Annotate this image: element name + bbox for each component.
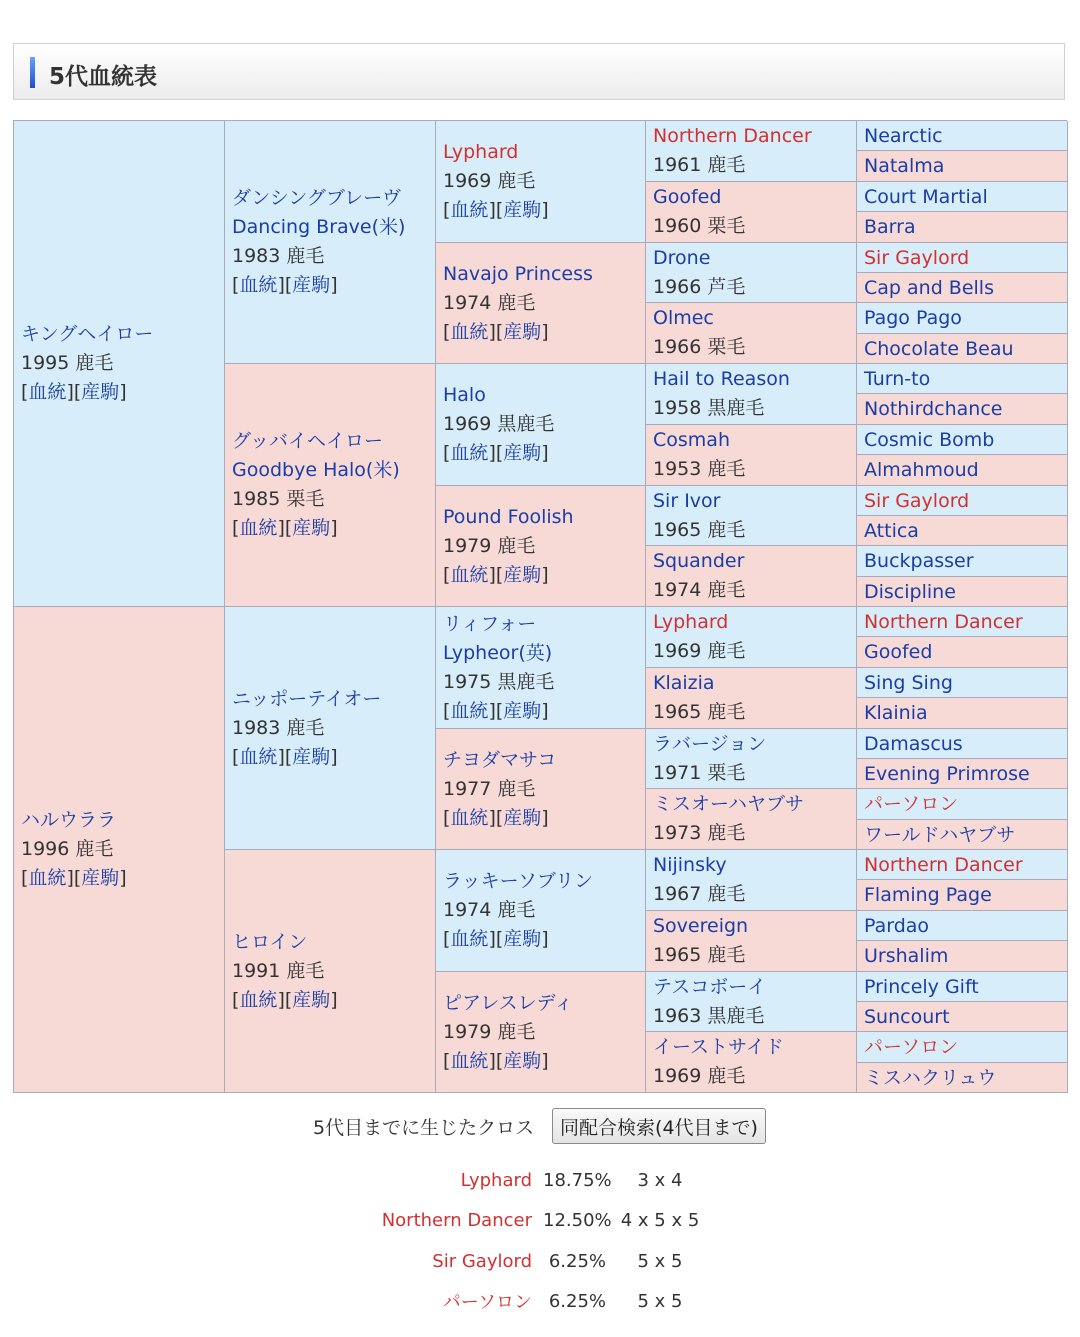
horse-year-color: 1967 鹿毛 xyxy=(653,883,746,905)
pedigree-cell-gen5 xyxy=(857,850,1068,880)
pedigree-cell-gen4 xyxy=(646,546,857,607)
horse-name-link[interactable]: Nothirdchance xyxy=(864,398,1003,420)
pedigree-cell-gen5 xyxy=(857,334,1068,364)
pedigree-cell-gen4 xyxy=(646,486,857,546)
cross-horse-link[interactable]: Sir Gaylord xyxy=(432,1250,532,1272)
horse-name-en-link[interactable]: Goodbye Halo(米) xyxy=(232,459,400,481)
cross-percentage: 18.75% xyxy=(543,1169,612,1191)
horse-year-color: 1995 鹿毛 xyxy=(21,352,114,374)
offspring-link[interactable]: 産駒 xyxy=(503,563,542,586)
pedigree-cell-gen5 xyxy=(857,789,1068,820)
offspring-link[interactable]: 産駒 xyxy=(503,806,542,829)
horse-year-color: 1979 鹿毛 xyxy=(443,534,536,557)
horse-name-link[interactable]: Lyphard xyxy=(443,141,519,163)
pedigree-link[interactable]: 血統 xyxy=(239,988,278,1011)
pedigree-cell-gen5 xyxy=(857,425,1068,455)
horse-name-en-link[interactable]: Lypheor(英) xyxy=(443,641,553,664)
horse-links: [血統][産駒] xyxy=(443,563,549,586)
pedigree-cell-gen5 xyxy=(857,486,1068,516)
horse-year-color: 1974 鹿毛 xyxy=(653,579,746,601)
cross-percentage: 12.50% xyxy=(543,1209,612,1231)
cross-generations: 3 x 4 xyxy=(637,1169,683,1191)
offspring-link[interactable]: 産駒 xyxy=(292,274,331,296)
offspring-link[interactable]: 産駒 xyxy=(292,517,331,539)
same-mating-search-button[interactable]: 同配合検索(4代目まで) xyxy=(552,1108,766,1144)
horse-name-link[interactable]: Natalma xyxy=(864,155,945,177)
pedigree-link[interactable]: 血統 xyxy=(450,563,489,586)
horse-name-link[interactable]: ワールドハヤブサ xyxy=(864,823,1016,846)
pedigree-link[interactable]: 血統 xyxy=(450,199,489,221)
section-header xyxy=(13,43,1065,100)
pedigree-cell-gen4 xyxy=(646,668,857,729)
pedigree-cell-gen5 xyxy=(857,577,1068,607)
pedigree-cell-gen5 xyxy=(857,637,1068,668)
horse-name-link[interactable]: Suncourt xyxy=(864,1005,950,1028)
pedigree-link[interactable]: 血統 xyxy=(450,1049,489,1072)
horse-name-link[interactable]: Almahmoud xyxy=(864,459,979,481)
horse-year-color: 1963 黒鹿毛 xyxy=(653,1004,765,1027)
pedigree-cell-gen5 xyxy=(857,151,1068,182)
horse-name-link[interactable]: Pardao xyxy=(864,914,930,937)
cross-label: 5代目までに生じたクロス xyxy=(313,1116,535,1139)
horse-links: [血統][産駒] xyxy=(443,928,549,950)
horse-name-link[interactable]: キングヘイロー xyxy=(21,323,154,345)
horse-year-color: 1969 鹿毛 xyxy=(443,170,536,192)
pedigree-cell-gen5 xyxy=(857,972,1068,1002)
pedigree-table xyxy=(13,120,1067,1093)
horse-name-link[interactable]: Discipline xyxy=(864,580,956,603)
pedigree-link[interactable]: 血統 xyxy=(450,699,489,722)
horse-name-link[interactable]: リィフォー xyxy=(443,612,537,635)
pedigree-cell-gen4 xyxy=(646,850,857,911)
horse-name-link[interactable]: チヨダマサコ xyxy=(443,748,557,771)
offspring-link[interactable]: 産駒 xyxy=(503,699,542,722)
pedigree-cell-gen5 xyxy=(857,759,1068,789)
horse-year-color: 1969 黒鹿毛 xyxy=(443,413,555,435)
horse-name-link[interactable]: ハルウララ xyxy=(21,809,117,831)
horse-name-link[interactable]: Cap and Bells xyxy=(864,276,994,299)
cross-row xyxy=(0,1165,1080,1195)
pedigree-cell-gen5 xyxy=(857,182,1068,212)
horse-year-color: 1966 芦毛 xyxy=(653,275,746,298)
horse-links: [血統][産駒] xyxy=(232,517,338,539)
horse-name-link[interactable]: Northern Dancer xyxy=(864,853,1023,876)
horse-name-link[interactable]: Navajo Princess xyxy=(443,262,593,285)
pedigree-cell-gen5 xyxy=(857,121,1068,151)
horse-year-color: 1965 鹿毛 xyxy=(653,944,746,966)
horse-name-link[interactable]: Sir Ivor xyxy=(653,489,721,512)
cross-generations: 5 x 5 xyxy=(637,1250,683,1272)
pedigree-cell-gen4 xyxy=(646,789,857,850)
pedigree-cell-gen5 xyxy=(857,1032,1068,1063)
horse-name-link[interactable]: Squander xyxy=(653,550,745,572)
horse-name-link[interactable]: ダンシングブレーヴ xyxy=(232,187,402,209)
pedigree-link[interactable]: 血統 xyxy=(450,442,489,464)
pedigree-cell-gen5 xyxy=(857,880,1068,911)
offspring-link[interactable]: 産駒 xyxy=(503,199,542,221)
horse-year-color: 1985 栗毛 xyxy=(232,488,325,510)
horse-links: [血統][産駒] xyxy=(232,274,338,296)
pedigree-cell-gen2 xyxy=(225,121,436,364)
horse-name-link[interactable]: ヒロイン xyxy=(232,930,308,953)
cross-header xyxy=(313,1108,534,1144)
horse-name-link[interactable]: Princely Gift xyxy=(864,975,979,998)
horse-name-link[interactable]: ミスハクリュウ xyxy=(864,1066,997,1089)
cross-percentage: 6.25% xyxy=(548,1290,606,1312)
horse-name-link[interactable]: Klainia xyxy=(864,702,928,724)
pedigree-cell-gen4 xyxy=(646,1032,857,1093)
horse-name-link[interactable]: グッバイヘイロー xyxy=(232,430,384,452)
pedigree-link[interactable]: 血統 xyxy=(239,517,278,539)
horse-year-color: 1961 鹿毛 xyxy=(653,154,746,176)
horse-name-link[interactable]: Nearctic xyxy=(864,124,943,147)
horse-year-color: 1973 鹿毛 xyxy=(653,822,746,844)
pedigree-cell-gen5 xyxy=(857,698,1068,729)
pedigree-link[interactable]: 血統 xyxy=(239,274,278,296)
offspring-link[interactable]: 産駒 xyxy=(81,381,120,403)
horse-year-color: 1966 栗毛 xyxy=(653,336,746,358)
horse-year-color: 1996 鹿毛 xyxy=(21,838,114,860)
horse-name-link[interactable]: Cosmah xyxy=(653,429,730,451)
horse-name-link[interactable]: Northern Dancer xyxy=(864,610,1023,633)
pedigree-link[interactable]: 血統 xyxy=(450,320,489,343)
horse-links: [血統][産駒] xyxy=(21,867,127,889)
horse-year-color: 1953 鹿毛 xyxy=(653,458,746,480)
horse-name-link[interactable]: パーソロン xyxy=(864,793,959,815)
cross-percentage: 6.25% xyxy=(548,1250,606,1272)
horse-year-color: 1983 鹿毛 xyxy=(232,245,325,267)
pedigree-cell-gen3 xyxy=(436,364,646,486)
pedigree-cell-gen3 xyxy=(436,607,646,729)
pedigree-cell-gen5 xyxy=(857,516,1068,546)
horse-year-color: 1974 鹿毛 xyxy=(443,291,536,314)
horse-name-link[interactable]: Sovereign xyxy=(653,915,749,937)
pedigree-cell-gen5 xyxy=(857,303,1068,334)
pedigree-link[interactable]: 血統 xyxy=(28,867,67,889)
horse-year-color: 1960 栗毛 xyxy=(653,215,746,237)
pedigree-cell-gen3 xyxy=(436,850,646,972)
pedigree-cell-gen3 xyxy=(436,243,646,364)
horse-year-color: 1958 黒鹿毛 xyxy=(653,397,765,419)
horse-name-link[interactable]: ピアレスレディ xyxy=(443,991,574,1014)
horse-year-color: 1965 鹿毛 xyxy=(653,518,746,541)
horse-name-link[interactable]: Halo xyxy=(443,384,486,406)
horse-year-color: 1971 栗毛 xyxy=(653,761,746,784)
pedigree-cell-gen2 xyxy=(225,850,436,1093)
cross-generations: 4 x 5 x 5 xyxy=(620,1209,700,1231)
pedigree-cell-gen4 xyxy=(646,121,857,182)
horse-year-color: 1965 鹿毛 xyxy=(653,701,746,723)
pedigree-link[interactable]: 血統 xyxy=(450,806,489,829)
horse-links: [血統][産駒] xyxy=(443,1049,549,1072)
horse-name-link[interactable]: Cosmic Bomb xyxy=(864,428,995,451)
horse-name-link[interactable]: Urshalim xyxy=(864,945,949,967)
pedigree-cell-gen5 xyxy=(857,1002,1068,1032)
pedigree-link[interactable]: 血統 xyxy=(239,745,278,768)
horse-name-link[interactable]: Chocolate Beau xyxy=(864,337,1014,360)
horse-year-color: 1969 鹿毛 xyxy=(653,1065,746,1087)
cross-horse-link[interactable]: Northern Dancer xyxy=(381,1209,532,1231)
pedigree-cell-gen4 xyxy=(646,607,857,668)
horse-name-link[interactable]: Nijinsky xyxy=(653,854,727,876)
offspring-link[interactable]: 産駒 xyxy=(503,1049,542,1072)
horse-name-link[interactable]: Hail to Reason xyxy=(653,368,790,390)
horse-name-link[interactable]: Buckpasser xyxy=(864,550,974,572)
pedigree-cell-gen3 xyxy=(436,486,646,607)
horse-name-link[interactable]: Pound Foolish xyxy=(443,505,574,528)
horse-links: [血統][産駒] xyxy=(232,988,338,1011)
pedigree-cell-gen4 xyxy=(646,182,857,243)
pedigree-cell-gen3 xyxy=(436,729,646,850)
horse-name-link[interactable]: ミスオーハヤブサ xyxy=(653,793,805,815)
pedigree-cell-gen3 xyxy=(436,121,646,243)
pedigree-cell-gen5 xyxy=(857,364,1068,394)
horse-name-link[interactable]: Sir Gaylord xyxy=(864,246,970,269)
offspring-link[interactable]: 産駒 xyxy=(503,320,542,343)
horse-name-link[interactable]: Goofed xyxy=(653,186,722,208)
horse-links: [血統][産駒] xyxy=(443,806,549,829)
cross-row xyxy=(0,1205,1080,1235)
horse-year-color: 1975 黒鹿毛 xyxy=(443,670,555,693)
horse-year-color: 1979 鹿毛 xyxy=(443,1020,536,1043)
horse-name-link[interactable]: Sir Gaylord xyxy=(864,489,970,512)
offspring-link[interactable]: 産駒 xyxy=(503,442,542,464)
horse-name-link[interactable]: Attica xyxy=(864,519,919,542)
horse-name-link[interactable]: ラバージョン xyxy=(653,732,767,755)
pedigree-cell-gen4 xyxy=(646,364,857,425)
horse-name-link[interactable]: Sing Sing xyxy=(864,671,953,694)
horse-name-link[interactable]: ラッキーソブリン xyxy=(443,870,594,892)
header-accent-bar xyxy=(30,57,35,88)
pedigree-cell-gen1 xyxy=(14,607,225,1093)
offspring-link[interactable]: 産駒 xyxy=(292,745,331,768)
offspring-link[interactable]: 産駒 xyxy=(292,988,331,1011)
pedigree-cell-gen2 xyxy=(225,607,436,850)
horse-links: [血統][産駒] xyxy=(443,320,549,343)
cross-horse-link[interactable]: パーソロン xyxy=(442,1292,532,1313)
pedigree-cell-gen5 xyxy=(857,1063,1068,1093)
cross-generations: 5 x 5 xyxy=(637,1290,683,1312)
pedigree-cell-gen5 xyxy=(857,941,1068,972)
pedigree-cell-gen5 xyxy=(857,212,1068,243)
horse-links: [血統][産駒] xyxy=(443,199,549,221)
pedigree-cell-gen5 xyxy=(857,911,1068,941)
pedigree-link[interactable]: 血統 xyxy=(450,928,489,950)
horse-name-link[interactable]: Olmec xyxy=(653,307,714,329)
horse-name-link[interactable]: Northern Dancer xyxy=(653,125,812,147)
pedigree-cell-gen5 xyxy=(857,394,1068,425)
section-title: 5代血統表 xyxy=(49,64,158,90)
pedigree-cell-gen3 xyxy=(436,972,646,1093)
pedigree-cell-gen5 xyxy=(857,455,1068,486)
cross-row xyxy=(0,1246,1080,1276)
horse-name-link[interactable]: Damascus xyxy=(864,732,963,755)
pedigree-cell-gen4 xyxy=(646,729,857,789)
horse-year-color: 1969 鹿毛 xyxy=(653,640,746,662)
horse-name-link[interactable]: Barra xyxy=(864,216,916,238)
horse-name-link[interactable]: Flaming Page xyxy=(864,884,992,906)
pedigree-cell-gen5 xyxy=(857,243,1068,273)
horse-name-link[interactable]: イーストサイド xyxy=(653,1036,784,1058)
pedigree-cell-gen5 xyxy=(857,668,1068,698)
horse-year-color: 1991 鹿毛 xyxy=(232,959,325,982)
pedigree-cell-gen4 xyxy=(646,911,857,972)
horse-year-color: 1974 鹿毛 xyxy=(443,899,536,921)
pedigree-cell-gen5 xyxy=(857,546,1068,577)
pedigree-cell-gen1 xyxy=(14,121,225,607)
pedigree-cell-gen2 xyxy=(225,364,436,607)
horse-year-color: 1983 鹿毛 xyxy=(232,716,325,739)
offspring-link[interactable]: 産駒 xyxy=(503,928,542,950)
horse-links: [血統][産駒] xyxy=(21,381,127,403)
pedigree-cell-gen4 xyxy=(646,243,857,303)
pedigree-cell-gen5 xyxy=(857,607,1068,637)
horse-name-en-link[interactable]: Dancing Brave(米) xyxy=(232,216,406,238)
pedigree-cell-gen4 xyxy=(646,972,857,1032)
horse-name-link[interactable]: ニッポーテイオー xyxy=(232,687,382,710)
horse-name-link[interactable]: Goofed xyxy=(864,641,933,663)
horse-name-link[interactable]: テスコボーイ xyxy=(653,975,767,998)
pedigree-cell-gen5 xyxy=(857,729,1068,759)
horse-name-link[interactable]: Lyphard xyxy=(653,611,729,633)
horse-year-color: 1977 鹿毛 xyxy=(443,777,536,800)
pedigree-cell-gen5 xyxy=(857,820,1068,850)
horse-name-link[interactable]: パーソロン xyxy=(864,1036,959,1058)
cross-horse-link[interactable]: Lyphard xyxy=(460,1169,532,1191)
horse-name-link[interactable]: Drone xyxy=(653,246,711,269)
horse-links: [血統][産駒] xyxy=(443,442,549,464)
pedigree-cell-gen4 xyxy=(646,425,857,486)
horse-links: [血統][産駒] xyxy=(232,745,338,768)
horse-name-link[interactable]: Klaizia xyxy=(653,672,715,694)
horse-links: [血統][産駒] xyxy=(443,699,549,722)
horse-name-link[interactable]: Evening Primrose xyxy=(864,762,1030,785)
horse-name-link[interactable]: Pago Pago xyxy=(864,307,962,329)
offspring-link[interactable]: 産駒 xyxy=(81,867,120,889)
pedigree-cell-gen4 xyxy=(646,303,857,364)
pedigree-cell-gen5 xyxy=(857,273,1068,303)
horse-name-link[interactable]: Turn-to xyxy=(864,367,931,390)
cross-row xyxy=(0,1286,1080,1316)
pedigree-link[interactable]: 血統 xyxy=(28,381,67,403)
horse-name-link[interactable]: Court Martial xyxy=(864,185,988,208)
